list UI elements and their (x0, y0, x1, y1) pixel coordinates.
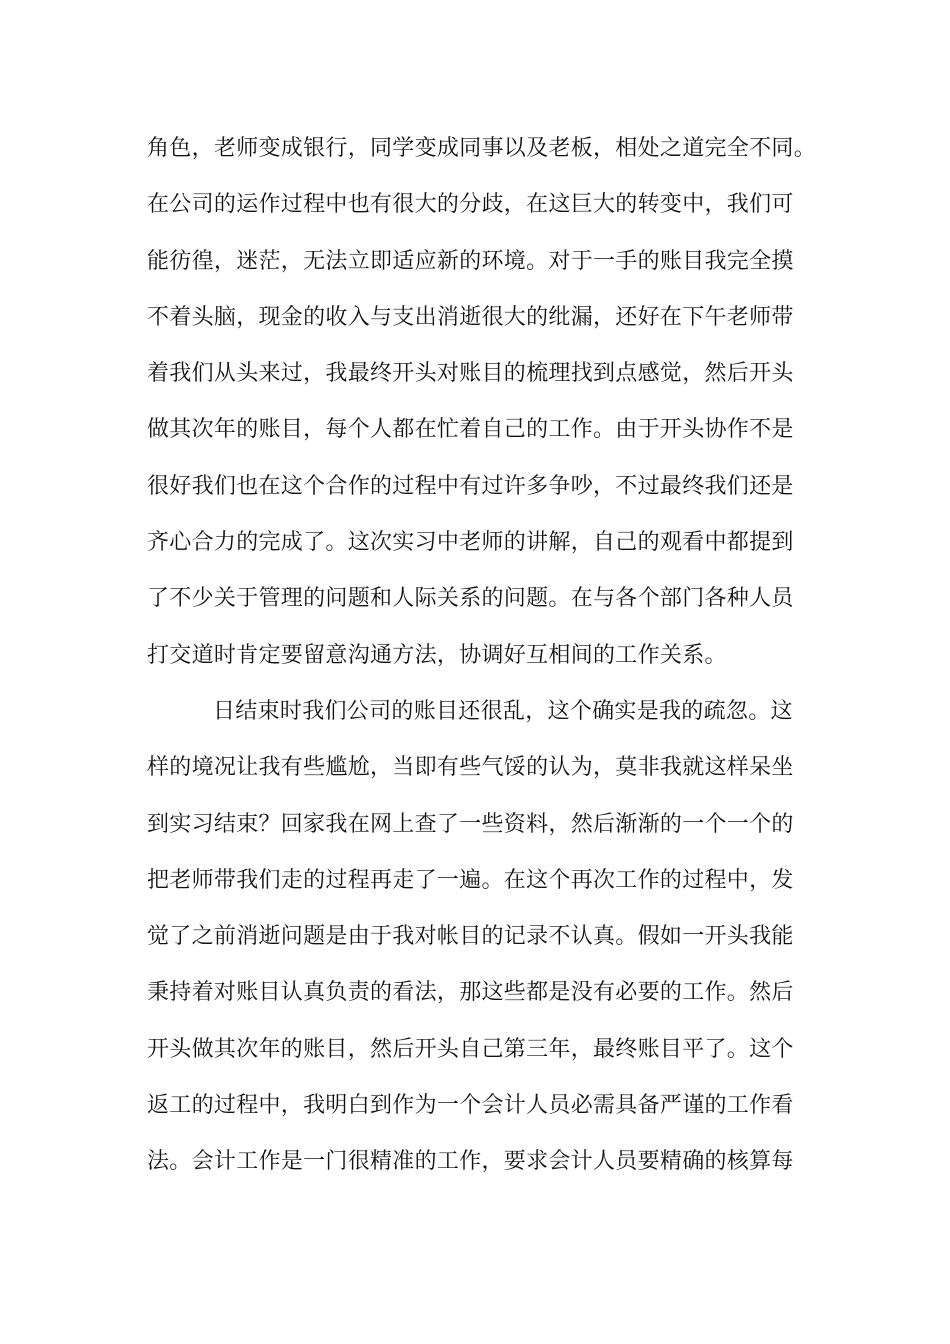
text-line: 打交道时肯定要留意沟通方法，协调好互相间的工作关系。 (147, 642, 727, 668)
text-line: 了不少关于管理的问题和人际关系的问题。在与各个部门各种人员 (147, 586, 794, 612)
text-line: 样的境况让我有些尴尬，当即有些气馁的认为，莫非我就这样呆坐 (147, 755, 794, 781)
text-line: 做其次年的账目，每个人都在忙着自己的工作。由于开头协作不是 (147, 417, 794, 443)
text-line: 把老师带我们走的过程再走了一遍。在这个再次工作的过程中，发 (147, 867, 794, 893)
text-line: 秉持着对账目认真负责的看法，那这些都是没有必要的工作。然后 (147, 980, 794, 1006)
text-line: 很好我们也在这个合作的过程中有过许多争吵，不过最终我们还是 (147, 473, 794, 499)
text-line: 法。会计工作是一门很精准的工作，要求会计人员要精确的核算每 (147, 1149, 794, 1175)
text-line: 能彷徨，迷茫，无法立即适应新的环境。对于一手的账目我完全摸 (147, 248, 794, 274)
text-line: 到实习结束？回家我在网上查了一些资料，然后渐渐的一个一个的 (147, 811, 794, 837)
body-text (147, 127, 827, 1197)
text-line: 返工的过程中，我明白到作为一个会计人员必需具备严谨的工作看 (147, 1093, 794, 1119)
text-line: 角色，老师变成银行，同学变成同事以及老板，相处之道完全不同。 (147, 136, 817, 161)
text-line: 开头做其次年的账目，然后开头自己第三年，最终账目平了。这个 (147, 1036, 794, 1062)
text-line: 着我们从头来过，我最终开头对账目的梳理找到点感觉，然后开头 (147, 361, 794, 387)
paragraph-start-line: 日结束时我们公司的账目还很乱，这个确实是我的疏忽。这 (213, 698, 793, 724)
text-line: 在公司的运作过程中也有很大的分歧，在这巨大的转变中，我们可 (147, 192, 794, 218)
text-line: 齐心合力的完成了。这次实习中老师的讲解，自己的观看中都提到 (147, 530, 794, 556)
text-line: 不着头脑，现金的收入与支出消逝很大的纰漏，还好在下午老师带 (147, 304, 794, 330)
text-line: 觉了之前消逝问题是由于我对帐目的记录不认真。假如一开头我能 (147, 924, 794, 950)
